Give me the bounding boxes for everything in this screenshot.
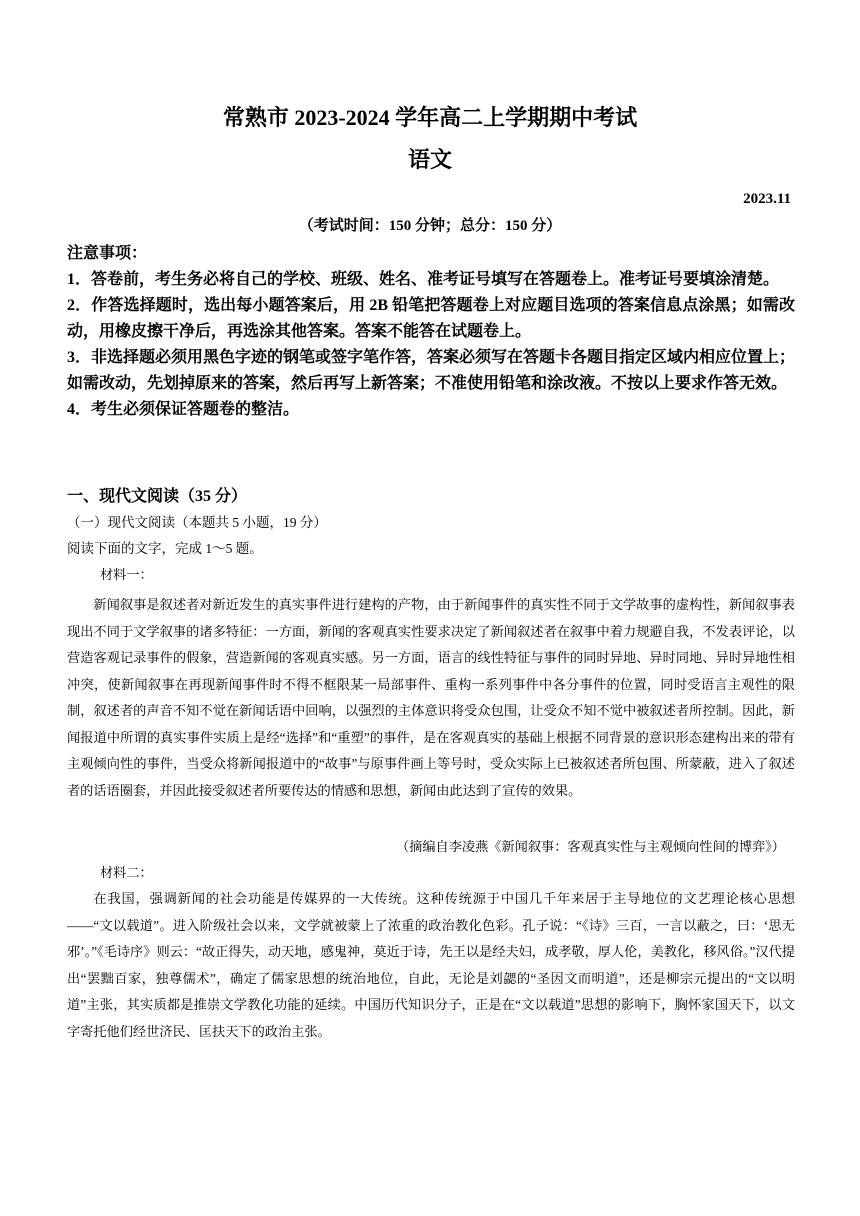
material2-label: 材料二： xyxy=(100,865,153,880)
notes-item: 2．作答选择题时，选出每小题答案后，用 2B 铅笔把答题卷上对应题目选项的答案信息点涂黑；如需改动，用橡皮擦干净后，再选涂其他答案。答案不能答在试题卷上。 xyxy=(67,297,795,340)
notes-block xyxy=(67,241,795,423)
section-heading: 一、现代文阅读（35 分） xyxy=(67,488,248,505)
exam-date: 2023.11 xyxy=(743,191,791,207)
notes-item: 4．考生必须保证答题卷的整洁。 xyxy=(67,401,300,418)
subsection-heading: （一）现代文阅读（本题共 5 小题，19 分） xyxy=(67,515,327,530)
notes-heading: 注意事项： xyxy=(67,245,148,262)
material1-source: （摘编自李凌燕《新闻叙事：客观真实性与主观倾向性间的博弈》） xyxy=(395,839,785,854)
subject-title: 语文 xyxy=(407,147,452,172)
material1-paragraph: 新闻叙事是叙述者对新近发生的真实事件进行建构的产物，由于新闻事件的真实性不同于文学故事的虚构性，新闻叙事表现出不同于文学叙事的诸多特征：一方面，新闻的客观真实性要求决定了新闻叙述者在叙事中着力规避自我，不发表评论，以营造客观记录事件的假象，营造新闻的客观真实感。另一方面，语言的线性特征与事件的同时异地、异时同地、异时异地性相冲突，使新闻叙事在再现新闻事件时不得不框限某一局部事件、重构一系列事件中各分事件的位置，同时受语言主观性的限制，叙述者的声音不知不觉在新闻话语中回响，以强烈的主体意识将受众包围，让受众不知不觉中被叙述者所控制。因此，新闻报道中所谓的真实事件实质上是经“选择”和“重塑”的事件，是在客观真实的基础上根据不同背景的意识形态建构出来的带有主观倾向性的事件，当受众将新闻报道中的“故事”与原事件画上等号时，受众实际上已被叙述者所包围、所蒙蔽，进入了叙述者的话语圈套，并因此接受叙述者所要传达的情感和思想，新闻由此达到了宣传的效果。 xyxy=(67,597,795,798)
reading-instruction: 阅读下面的文字，完成 1～5 题。 xyxy=(67,541,263,556)
exam-title: 常熟市 2023-2024 学年高二上学期期中考试 xyxy=(222,105,638,130)
material2-text-block xyxy=(67,886,795,1045)
material1-text-block xyxy=(67,592,795,804)
exam-time-info: （考试时间：150 分钟；总分：150 分） xyxy=(298,218,562,234)
notes-item: 1．答卷前，考生务必将自己的学校、班级、姓名、准考证号填写在答题卷上。准考证号要填涂清楚。 xyxy=(67,271,780,288)
material2-paragraph: 在我国，强调新闻的社会功能是传媒界的一大传统。这种传统源于中国几千年来居于主导地位的文艺理论核心思想——“文以载道”。进入阶级社会以来，文学就被蒙上了浓重的政治教化色彩。孔子说：“《诗》三百，一言以蔽之，曰：‘思无邪’。”《毛诗序》则云：“故正得失，动天地，感鬼神，莫近于诗，先王以是经夫妇，成孝敬，厚人伦，美教化，移风俗。”汉代提出“罢黜百家，独尊儒术”，确定了儒家思想的统治地位，自此，无论是刘勰的“圣因文而明道”，还是柳宗元提出的“文以明道”主张，其实质都是推崇文学教化功能的延续。中国历代知识分子，正是在“文以载道”思想的影响下，胸怀家国天下，以文字寄托他们经世济民、匡扶天下的政治主张。 xyxy=(67,891,795,1039)
material1-label: 材料一： xyxy=(100,567,153,582)
notes-item: 3．非选择题必须用黑色字迹的钢笔或签字笔作答，答案必须写在答题卡各题目指定区域内相应位置上；如需改动，先划掉原来的答案，然后再写上新答案；不准使用铅笔和涂改液。不按以上要求作答无效。 xyxy=(67,349,796,392)
